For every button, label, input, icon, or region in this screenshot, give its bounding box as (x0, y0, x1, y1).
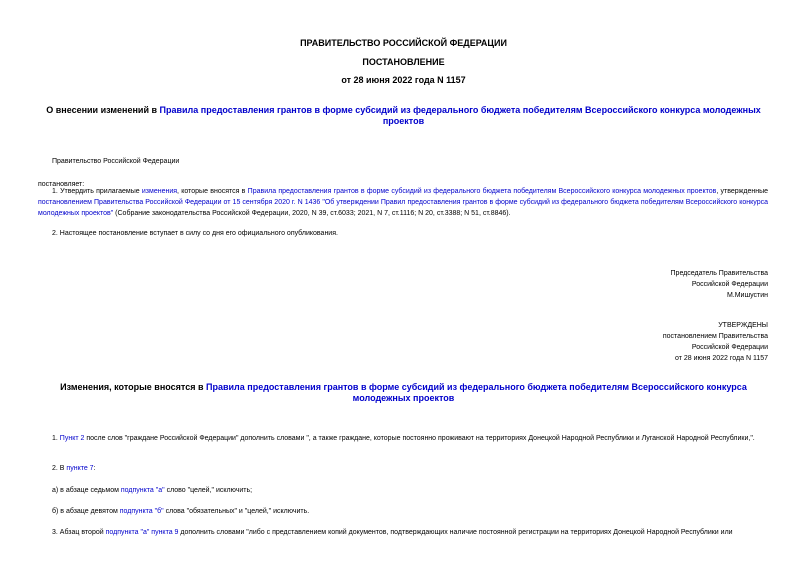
c3-text-b: дополнить словами "либо с представлением копий документов, подтверждающих наличие постоянной регистрации на территориях Донецкой Народной Республики или (178, 529, 733, 536)
approved-line-3: Российской Федерации (691, 344, 768, 351)
p1-text-b: , которые вносятся в (177, 188, 248, 195)
signature-block (671, 268, 768, 301)
change-2a (52, 485, 252, 496)
approved-line-2: постановлением Правительства (662, 333, 768, 340)
c2b-text-a: б) в абзаце девятом (52, 508, 120, 515)
change-2 (52, 463, 96, 474)
document-date: от 28 июня 2022 года N 1157 (341, 75, 466, 85)
changes-title (60, 382, 747, 404)
change-3 (38, 527, 768, 538)
changes-link[interactable]: изменения (141, 188, 178, 195)
paragraph-2: 2. Настоящее постановление вступает в силу со дня его официального опубликования. (52, 230, 338, 237)
c2-text-b: : (93, 465, 96, 472)
c2a-text-b: слово "целей," исключить; (164, 487, 253, 494)
point-7-link[interactable]: пункте 7 (66, 465, 94, 472)
p1-text-a: 1. Утвердить прилагаемые (52, 188, 142, 195)
c1-text-b: после слов "граждане Российской Федерации" дополнить словами ", а также граждане, которые постоянно проживают на территориях Донецкой Народной Республики и Луганской Народной Республики,". (84, 435, 755, 442)
paragraph-1 (38, 186, 768, 219)
subpoint-b-link[interactable]: подпункта "б" (119, 508, 164, 515)
approved-line-4: от 28 июня 2022 года N 1157 (674, 355, 768, 362)
subpoint-a-link[interactable]: подпункта "а" (120, 487, 165, 494)
c3-text-a: 3. Абзац второй (52, 529, 106, 536)
changes-title-prefix: Изменения, которые вносятся в (60, 382, 206, 392)
signature-line-2: Российской Федерации (691, 281, 768, 288)
signature-name: М.Мишустин (726, 292, 768, 299)
c1-text-a: 1. (52, 435, 60, 442)
intro-text: Правительство Российской Федерации (52, 158, 180, 165)
title-prefix: О внесении изменений в (46, 105, 160, 115)
c2a-text-a: а) в абзаце седьмом (52, 487, 121, 494)
c2b-text-b: слова "обязательных" и "целей," исключить. (163, 508, 310, 515)
point-2-link[interactable]: Пункт 2 (59, 435, 85, 442)
changes-rules-link[interactable]: Правила предоставления грантов в форме субсидий из федерального бюджета победителям Всероссийского конкурса молодежных проектов (206, 382, 747, 403)
change-2b (52, 506, 309, 517)
rules-link-inline[interactable]: Правила предоставления грантов в форме субсидий из федерального бюджета победителям Всероссийского конкурса молодежных проектов (247, 188, 717, 195)
approved-block (663, 320, 768, 364)
signature-line-1: Председатель Правительства (670, 270, 768, 277)
subpoint-a-point-9-link[interactable]: подпункта "а" пункта 9 (105, 529, 179, 536)
document-title (40, 105, 767, 127)
c2-text-a: 2. В (52, 465, 67, 472)
rules-link[interactable]: Правила предоставления грантов в форме субсидий из федерального бюджета победителям Всероссийского конкурса молодежных проектов (159, 105, 761, 126)
p1-text-d: (Собрание законодательства Российской Федерации, 2020, N 39, ст.6033; 2021, N 7, ст.1116; N 20, ст.3388; N 51, ст.8846). (113, 210, 511, 217)
government-heading: ПРАВИТЕЛЬСТВО РОССИЙСКОЙ ФЕДЕРАЦИИ (300, 38, 507, 48)
document-type: ПОСТАНОВЛЕНИЕ (362, 57, 445, 67)
decides-text: постановляет: (38, 181, 85, 188)
p1-text-c: , утвержденные (716, 188, 768, 195)
resolution-link[interactable]: постановлением Правительства Российской Федерации от 15 сентября 2020 г. N 1436 "Об утверждении Правил предоставления грантов в форме субсидий из федерального бюджета победителям Всероссийского конкурса молодежных проектов" (38, 199, 768, 217)
approved-line-1: УТВЕРЖДЕНЫ (718, 322, 768, 329)
change-1 (38, 433, 768, 444)
